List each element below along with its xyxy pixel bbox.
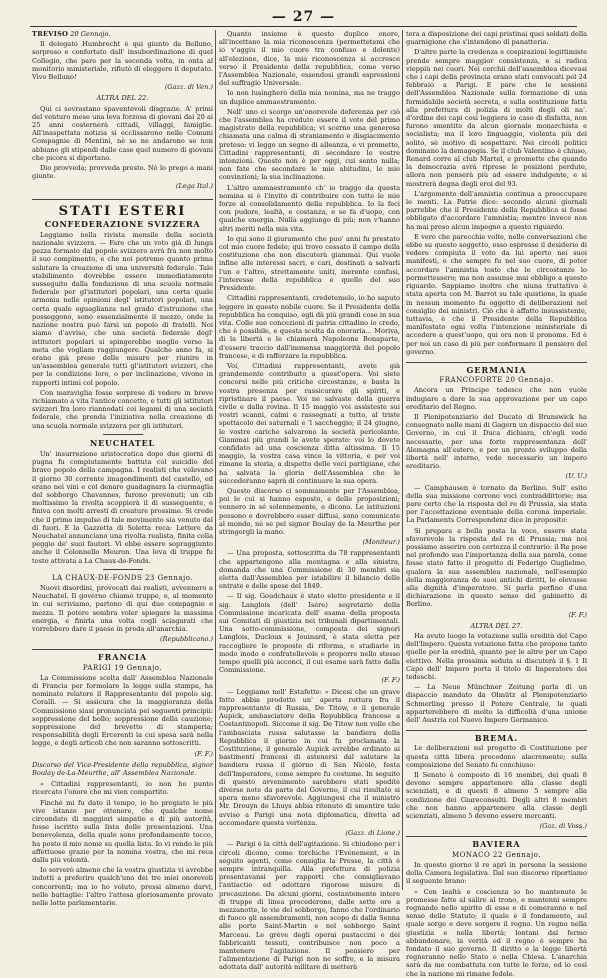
column-2	[219, 30, 400, 972]
paragraph: — Leggiamo nell' Estafette: « Dicesi che un grave fatto abbia prodotto un' aperta rottura fra il rappresentante di Russia, De Titow, e il generale Aupick, ambasciatore della Repubblica francese a Costantinopoli. Siccome il sig. De Titow non volle che l'ambasciata russa salutasse la bandiera della Repubblica il giorno in cui fu proclamata la Costituzione, il generale Aupick avrebbe ordinato ai bastimenti francesi di astenersi dal salutare la bandiera russa il giorno di San Nicolò, festa dell'Imperatore, come sempre fu costume. In seguito di questo avvenimento sarebbero stati spedite diverse note da parte del Governo, il cui risultato si spera meno sfavorevole. Aggiungesi che il ministro Mr. Drouyn de Lhuys abbia ritenuto di smentire tale avviso a Parigi una nota diplomatica, diretta ad accomodare questa vertenza.	[219, 687, 400, 827]
dateline: LA CHAUX-DE-FONDS 23 Gennajo.	[51, 573, 194, 582]
paragraph: Io serverò almeno che la vostra giustizia vi avrebbe indotti a preferire qualch'uno dei tre miei onorevoli concorrenti; ma io ho voluto, pressi almeno darvi, nelle battaglie: l'altro l'attesa gloriosamente provato nelle lotte parlamentarie.	[32, 866, 213, 908]
paragraph: Io non lusingherò della mia nomina, ma ne traggo un duplice ammaestramento.	[219, 89, 400, 106]
paragraph: Io qui sono il giuramento che puo' anni fu prestato col mio cuore fedele; qui trovo cessato il campo della costituzione che non discuterà giammai. Qui vuole infine alle interessi sacri, e cari, destinati a salvarli l'un e l'altro, strettamente uniti, inerente confusi, l'interesse della repubblica e quello del suo Presidente.	[219, 234, 400, 293]
dateline: ALTRA DEL 22.	[96, 94, 149, 103]
paragraph: — Camphausen è tornato da Berlino. Sull' esito della sua missione corrono voci contraddittorie; ma pare certo che la risposta del re di Prussia, sia stata per l'accettazione eventuale della corona imperiale. La Parlaments Correspondenz dice in proposito:	[406, 483, 587, 525]
source-credit: (U. U.)	[565, 472, 587, 481]
paragraph: Quanto insieme è questo duplice onore, all'incettano la mia riconoscenza (permettetemi che io v'aggiu il mio cuore tra confuso e dolente) all'elezione, dice, la mia riconoscenza si accresce verso il Presidente della repubblica, come verso l'Assemblea Nazionale, essendosi grandi espressioni del suffragio Universale.	[219, 30, 400, 88]
subsection-title: CONFEDERAZIONE SVIZZERA	[44, 218, 201, 229]
paragraph: Cittadini rappresentanti, credetemelo, io ho saputo leggere in questo nobile cuore. Se il Presidente della repubblica ha conquiso, egli dà più grandi cose in sua vita. Colle sue concezioni di patria cittadino io credo, che è possibile, e questa scelta da onoraria... Moriva, di la libertà e le chiamerà Napoleone Bonaparte, d'essere traccio dall'immensa maggiorità del popolo francese, e di rafforzare la repubblica.	[219, 294, 400, 360]
paragraph: Le deliberazioni sul progetto di Costituzione per questa città libera procedono alacremente; sulla composizione del Senato fu conchiuso:	[406, 744, 587, 769]
dateline: FRANCOFORTE 20 Gennajo.	[439, 376, 554, 385]
paragraph: Dio provveda; provveda presto. Nè lo prego a mani giunte.	[32, 164, 213, 181]
source-credit: (Gazz. di Ven.)	[164, 83, 213, 92]
paragraph: In questo giorno il re aprì in persona la sessione della Camera legislativa. Dal suo discorso riportiamo il seguente brano:	[406, 860, 587, 886]
paragraph: — Il sig. Goudchaux è stato eletto presidente e il sig. Langlois (dell' Isère) segretario della Commissione incaricata dell' esame della proposta sui Comitati di giustizia nei tribunali dipartimentali. Una sotto-commissione, composta dei signori Langlois, Ducloux e Jouinard, è stata eletta per raccogliere le proposte di riforma, e studiarle in modo inodo e confratellevole e proporre nello stesso tempo quelli più acconci, il cui esame sarà fatto dalla Commissione.	[219, 592, 400, 675]
paragraph: Si prepara a bella posta la voce, essere stata sfavorevole la risposta del re di Prussia; ma noi possiamo asserire con certezza il contrario: il Re pose nel profondo suo l'importanza della sua parola, come fosse stato fatto il progetto di Federigo Guglielmo, qualora la sua assemblea nazionale, nell'esempio della maggioranza de suoi antichi diritti, lo elevasse alla dignità d'imperatore. Si parla perfino d'una dichiarazione in questo senso del gabinetto di Berlino.	[406, 526, 587, 609]
column-3	[406, 30, 587, 978]
divider	[103, 434, 143, 435]
paragraph: — Una proposta, sottoscritta da 78 rappresentanti che appartengono alla montagna e alla sinistra, domanda che una Commissione di 30 membri sia eletta dall'Assemblea per istabilire il bilancio delle entrate e delle spese del 1849.	[219, 549, 400, 591]
page-header	[30, 8, 577, 27]
paragraph: Ha avuto luogo la votazione sulla eredità del Capo dell'Impero. Questa votazione fatta che propone tanto quelle per la eredità, quanto per le altre per un Capo elettivo. Nella prossima seduta si discuterà il §. 1 Il Capo dell' Impero porta il titolo di Imperatore dei tedeschi.	[406, 632, 587, 682]
source-credit: (F. F.)	[381, 676, 400, 685]
paragraph: D'altre parte la credenza e cospirazioni legittimiste prende sempre maggior consistenza, e si radica vieppiù nei cuori. Nei cerchii dell'assemblea dicevasi che i capi della provincia erano stati convocati pel 24 febbraio a Parigi. E pare che le sessioni dell'Assemblea Nazionale sulla formazione di una formidabile società secreta, e sulla sostituzione fatta alla prefettura di polizia di molti degli oli na'. d'ordine dei capi così leggiera io caso di disfatta, non furono smentite da alcun giornale monarchista e socialista; ma il loro linguaggio, violenta più del solito, sè motivo di sospettare. Nei circoli politici dominano la demagogia. Se il club Valentino è chiuso, Renard corre al club Martel, e promette che quando la democrazia avrà riprese le posizioni perdute, allora non penserà più ad essere indulgente, e si mostrerà degna degli eroi del 93.	[406, 48, 587, 188]
source-credit: (Repubblicano.)	[160, 635, 213, 644]
source-credit: (F. F.)	[194, 749, 213, 758]
paragraph: Finchè mi fu dato il tempo, io ho pregiato le più vive istanze per ottenere, che qualche nome circondato di maggiori simpatie e di più autorità, fosse iscritto sulla lista delle presentazioni. Una benevolenza, della quale sono profondamente tocco, ha posto il mio nome su quella lista. Io vi rendo le più affettuose grazie per la nomina vostra, che mi reca dalla più volontà.	[32, 798, 213, 865]
subsection-title: BREMA.	[406, 730, 587, 742]
paragraph: tera a disposizione dei capi pristinai quei soldati della guarnigione che s'intendono di panatteria.	[406, 30, 587, 47]
dateline: ALTRA DEL 27.	[470, 621, 523, 630]
paragraph: Il Senato è composto di 16 membri, dei quali 8 devono sempre appartenere alla classe degli scienziati, e di questi 8 almeno 5 sempre alla condizione dei Giureconsulti. Degli altri 8 membri che non hanno appartenere alla classe degli scienziati, almeno 5 devono essere mercanti.	[406, 771, 587, 821]
paragraph: Questo discorso ci sommamente per l'Assemblea, poi le cui si hanno esposto, e delle proposizioni; vennero in sé solennemente, e dicono. Le istituzioni possono e dovrebbero esser diffusi, sono comunicate al mondo, nè se pel signor Boulay de la Meurthe per stringergli la mano.	[219, 486, 400, 536]
dateline: MONACO 22 Gennajo.	[452, 850, 541, 859]
paragraph: L'argomento dell'amnistia continua a preoccupare le menti. La Patrie dice: secondo alcuni giornali parrebbe che il Presidente della Repubblica si fosse obbligato d'accordare l'amnistia; mentre invece non ha mai preso alcun impegno a questo riguardo.	[406, 189, 587, 231]
paragraph: Leggiamo nella rivista mensile della società nazionale svizzera. — Fare che un voto già di lunga pezza formato dal popolo svizzero avrà fra non molto il suo compimento, e che noi potremo quanto prima salutare la creazione di una università federale. Tale stabilimento dovrebbe essere immediatamente susseguito dalla fondazione di una scuola normale federale per gl'istitutori popolari, una certa quale armonia nelle opinioni degl' istitutori popolari, una certa quale eguaglianza nel grado d'istruzione che posseggono, sono essenzialmente il mezzo, onde la nazione nostra può farsi un popolo di fratelli. Noi siamo d'avviso, che una società federale degl' istitutori popolari si spingerebbe meglio verso la meta che vogliam raggiungere. Qualche anno fa, si erano già prese delle misure per riunire in un'assemblea generale tutti gl'istitutori svizzeri, che per le condizione loro, o per inclinazione, vivono in rapporti intimi col popolo.	[32, 230, 213, 387]
source-credit: (F. F.)	[568, 610, 587, 619]
dateline: PARIGI 19 Gennajo.	[82, 663, 163, 672]
paragraph: — La Neue Münchner Zeitung parla di un dispaccio mandato da Olmütz al Plenipotenziario Schmerling presso il Potere Centrale, le quali apparterebbero di molto la difficoltà d'una unione dell' Austria col Nuovo Impero Germanico.	[406, 683, 587, 725]
paragraph: Il delegato Humbrecht è qui giunto da Belluno, sorpreso e confortato dall' insubordinazione di quel Collegio, che pare per la seconda volta, in onta al monitorio ministeriale, rifiutò di eleggere il deputato. Vivo Belluno!	[32, 40, 213, 82]
paragraph: « Con lealtà e coscienza io ho mantenuto le promesse fatte al salire al trono, e mantenni sempre regnando nello spirito di esse e di comeranno e nel senso dello Statuto; il quale è il fondamento, sul quale sorge e deve sorgere il regno. Un regno nella giustizia e nella libertà; lontani dal fermo abbandonare, la verità ed il regno è sempre ha fondato il suo governo. Il diritto e la legge libertà regneranno nello Stato e nella Chiesa. L'anarchia sarà da me combattuta con tutte le forze, ed io così che la nazione mi rimane fedele.	[406, 887, 587, 978]
paragraph: E vero che parecchie volte, nelle conversazioni che ebbe su questo soggetto, esso espresse il desiderio di vedere compiuta il voto da lui aperto nei suoi manifesti, e che sempre fu nel suo cuore, di poter accordare l'amnistia tosto che le circostanze lo permettessero; ma non assunse mai obbligo a questo riguardo. Sappiamo inoltre che niuna trattativa è stata aperta con M. Barrot su tale quistione, la quale in nessun momento fu oggetto di deliberazioni nel consiglio dei ministri. Ciò che è affatto insussistente, tuttavia, è che il Presidente della Repubblica manifestato ogni volta l'intenzione ministeriale di accedere a quest'uopo, qui ora non il pronome. Ed è per noi un caso di più per conformare il pensiero del governo.	[406, 232, 587, 356]
paragraph: L'altro ammaestramento ch' io traggo da questa nomina si è l'invito di contribuire con tutte le mie forze al consolidamento della repubblica. Io la feci con pudore, lealtà, e costanza, e se fa d'uopo, con qualche energia. Nulla aggiungo di più; non v'hanno altri meriti nella mia vita.	[219, 183, 400, 233]
dateline: TREVISO 20 Gennajo.	[32, 30, 111, 38]
source-credit: (Lega Ital.)	[175, 182, 213, 191]
paragraph: Con maraviglia fosse sorprese di vedere in breve richiamato a vita l'antico concetto, e tutti gli istitutori svizzeri fra loro riannodati coi legami di una società federale, che prenda l'iniziativa nella creazione di una scuola normale svizzera per gli istitutori.	[32, 388, 213, 430]
paragraph: Nell' uno ci scorgo un'onorevole deferenza per ciò che l'assemblea ha creduto essere il voto del primo magistrato della repubblica; vi scerno una generosa chiamata una calma di straniamento e disgiacimento preteso: vi leggo un segno di alleanza, e vi prometto, Cittadini rappresentanti, di secondare le vostre intenzioni. Questo non è per oggi, cui sento nulla; non fate che secondare le mie abitudini, le mie convinzioni; la sua inclinazione.	[219, 107, 400, 182]
paragraph: — Parigi è la città dell'agitazione. Si chiudono per i circoli dicono, come torchiche l'Evenement, e in seguito agenti, come consiglia la Presse, la città è sempre intranquilla. Alla prefettura di polizia presentavansi per rapporti che consigliavano l'antiactio ed adottare rigorose misure di precauzione. Da alcuni giorni, costantemente intere di truppe di linea procederono, dalle sette ore a mezzanotte, le vie del sobborgo, fanno che l'ordinario di fuoco gli assembramenti, non scopo di dalla Senna alle porte Saint-Martin e nel sobborgo Saint Marceau. Le grève degli operai pastaccini e dei fabbricanti tessuti, contribuisce non poco a mantenere l'agitazione. Il pensiero per l'alimentazione di Parigi non ne soffre, e la misura adottata dall' autorità militare di metterà	[219, 840, 400, 972]
paragraph: Nuovi disordini, provocati dai realisti, avvennero a Neuchatel. Il governo chiamò truppe, e, al momento in cui scriviamo, partono di qui due compagnie e mezza. Il potere sembra voler spiegare la massima energia, e finirla una volta cogli sciagurati che vorrebbero dare il paese in preda all'anarchia.	[32, 583, 213, 633]
column-1	[32, 30, 213, 908]
paragraph: Qui ci sovrastano spaventevoli disgrazie. A' primi del venturo mese una leva forzosa di giovani dai 20 ai 25 anni costernerà cittadi, villaggi, famiglie. All'inaspettata notizia si ecclissarono nelle Comuni Compagnie di Mentini, nè se ne andarono se non abbiano gli stipendi dalle case quel numero di giovani che picora si diportano.	[32, 104, 213, 162]
divider	[103, 569, 143, 570]
subsection-title: FRANCIA	[32, 649, 213, 661]
source-credit: (Gaz. di Voss.)	[539, 822, 587, 831]
source-credit: (Moniteur.)	[362, 538, 400, 547]
paragraph: La Commissione scelta dall' Assemblea Nazionale di Francia per formolare la legge sulla stampa, ha nominato relatore il Rappresentante del popolo sig. Corallì. — Si assicura che la maggioranza della Commissione siasi pronunciata pei seguenti principii: soppressione del bollo; soppressione della cauzione; soppressione del brevetto di stamperia; responsabilità degli Ercerenti la cui spesa sarà nella legge, e degli articoli che non saranno sottoscritti.	[32, 673, 213, 748]
source-credit: (Gazz. di Lione.)	[345, 829, 400, 838]
subsection-title: NEUCHATEL	[90, 437, 155, 448]
paragraph: Un' insurrezione aristocratica dopo due giorni di pugna fu compiutamente battuta col suicidio del bravo popolo della campagna. I realisti che volevano il giorno 30 corrente imagondimenti del castello, ed erano nei vini e col denaro guadagnara la ciurmaglia del sobborgo Chavannes, furono prevenuti; un cib moltissimo la rivolta scoppierà il di susseguente, e finiva con molti arresti di creature prossime. Si crede che il primo impulso di tale movimento sia venuto dal di fuori. E la Gazzetta di Soletta reca: Lettere da Neuchatel annunciano una rivolta realista, finita colla peggio de' suoi fautori. Vi ebbe essere sopraggiunto anche il Colonnello Meuron. Una leva di truppe fu tosto attivata a La Chaux-de-Fonds.	[32, 449, 213, 565]
article-heading: Discorso del Vice-Presidente della repubblica, signor Boulay de-La-Meurthe, all' Assemblea Nazionale.	[32, 760, 213, 778]
paragraph: Ancora un Principe tedesco che non vuole indugiare a dare la sua approvazione per un capo ereditario del Regno.	[406, 386, 587, 411]
paragraph: « Cittadini rappresentanti, io non ho punto ricercato l'onore che mi vien compartito.	[32, 780, 213, 797]
page-number: — 27 —	[271, 9, 336, 25]
column-divider	[402, 30, 403, 890]
paragraph: Voi, Cittadini rappresentanti, avete già grandemente contribuito a quest'opera. Voi siete concorsi nelle più critiche circostanze, e basta la vostra presenza per rassicurare gli spiriti, e ripristinare il paese. Voi ne salvaste della guerra civile e dalla rovina. Il 15 maggio voi assisteste sui vostri scanni, calmi e rassegnati a tutto, al triste spettacolo dei saturnali e 'l saccheggio; il 24 giugno, le vostre cariche salvarono la società pericolante. Giammai più grandi le avete sperato: voi lo dovete confidato ad una coscienza ditta altissima. Il 15 maggio, la vostra casa vince la vittoria, e per voi rimane la storia, a dispetto delle voci partigiane, che ha salvata la gloria dell'Assemblea che le succederanno saprà di continuare la sua opera.	[219, 361, 400, 485]
column-divider	[215, 30, 216, 890]
subsection-title: BAVIERA	[406, 836, 587, 848]
subsection-title: GERMANIA	[406, 362, 587, 374]
paragraph: Il Plenipotenziario del Ducato di Brunswick ha consegnato nelle mani di Gagern un dispaccio del suo Governo, in cui il Duca dichiara, ch'egli vede necessario, per una forte rappresentanza dell' Alemagna all'estero, e per un pronto sviluppo della libertà nell' interno, vede necessario un impero ereditario.	[406, 412, 587, 471]
section-title: STATI ESTERI	[32, 199, 213, 219]
